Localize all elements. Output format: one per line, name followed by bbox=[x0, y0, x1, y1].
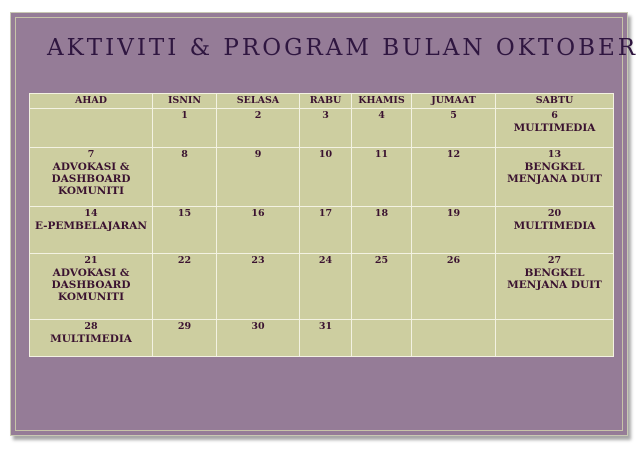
day-cell bbox=[496, 147, 614, 206]
day-cell bbox=[412, 254, 496, 320]
day-cell bbox=[352, 109, 412, 148]
day-cell bbox=[496, 254, 614, 320]
event-label: ADVOKASI & DASHBOARD KOMUNITI bbox=[51, 160, 131, 197]
day-number: 9 bbox=[254, 148, 262, 160]
event-label: BENGKEL MENJANA DUIT bbox=[507, 160, 602, 185]
day-number: 7 bbox=[87, 148, 95, 160]
day-cell bbox=[217, 206, 300, 254]
header-isnin: ISNIN bbox=[153, 94, 217, 109]
week-row bbox=[30, 320, 614, 357]
page-title: AKTIVITI & PROGRAM BULAN OKTOBER bbox=[47, 35, 639, 61]
day-cell bbox=[352, 254, 412, 320]
day-cell bbox=[30, 320, 153, 357]
day-number: 26 bbox=[446, 255, 461, 267]
event-label: MULTIMEDIA bbox=[513, 219, 596, 232]
event-label: BENGKEL MENJANA DUIT bbox=[507, 267, 602, 292]
day-cell bbox=[30, 254, 153, 320]
day-number: 5 bbox=[450, 110, 457, 121]
week-row bbox=[30, 206, 614, 254]
day-cell bbox=[30, 109, 153, 148]
header-khamis: KHAMIS bbox=[352, 94, 412, 109]
day-cell bbox=[217, 320, 300, 357]
day-number: 11 bbox=[374, 148, 389, 160]
header-ahad: AHAD bbox=[30, 94, 153, 109]
header-jumaat: JUMAAT bbox=[412, 94, 496, 109]
day-cell bbox=[300, 320, 352, 357]
day-cell bbox=[217, 254, 300, 320]
day-number: 27 bbox=[547, 255, 562, 267]
day-number: 12 bbox=[446, 148, 461, 160]
day-number: 8 bbox=[181, 148, 188, 160]
day-cell bbox=[412, 320, 496, 357]
day-number: 14 bbox=[84, 207, 98, 219]
week-row bbox=[30, 109, 614, 148]
day-cell bbox=[300, 109, 352, 148]
day-number: 2 bbox=[254, 110, 262, 121]
day-cell bbox=[496, 320, 614, 357]
event-label: MULTIMEDIA bbox=[513, 122, 596, 134]
event-label: MULTIMEDIA bbox=[50, 333, 132, 346]
calendar-sheet bbox=[10, 12, 639, 436]
day-cell bbox=[412, 206, 496, 254]
event-label: ADVOKASI & DASHBOARD KOMUNITI bbox=[51, 267, 131, 304]
header-row bbox=[30, 94, 614, 109]
day-cell bbox=[352, 147, 412, 206]
day-number: 20 bbox=[547, 207, 562, 219]
day-cell bbox=[153, 147, 217, 206]
day-number: 21 bbox=[84, 255, 98, 267]
day-cell bbox=[30, 206, 153, 254]
day-number: 1 bbox=[181, 110, 188, 121]
day-number: 30 bbox=[251, 321, 265, 333]
day-number: 4 bbox=[378, 110, 385, 121]
day-number: 13 bbox=[547, 148, 562, 160]
day-cell bbox=[412, 109, 496, 148]
header-sabtu: SABTU bbox=[496, 94, 614, 109]
day-cell bbox=[300, 206, 352, 254]
day-cell bbox=[30, 147, 153, 206]
day-cell bbox=[153, 206, 217, 254]
day-number: 15 bbox=[177, 207, 192, 219]
day-number: 29 bbox=[177, 321, 192, 333]
day-cell bbox=[153, 109, 217, 148]
day-number: 17 bbox=[318, 207, 333, 219]
event-label: E-PEMBELAJARAN bbox=[34, 219, 148, 232]
day-cell bbox=[153, 254, 217, 320]
day-number: 10 bbox=[318, 148, 333, 160]
week-row bbox=[30, 147, 614, 206]
day-number: 16 bbox=[251, 207, 265, 219]
day-number: 18 bbox=[374, 207, 389, 219]
day-number: 3 bbox=[322, 110, 329, 121]
day-number: 6 bbox=[551, 110, 558, 121]
day-cell bbox=[496, 206, 614, 254]
day-number: 25 bbox=[374, 255, 389, 267]
day-cell bbox=[496, 109, 614, 148]
day-cell bbox=[300, 254, 352, 320]
day-number: 24 bbox=[318, 255, 333, 267]
day-cell bbox=[217, 109, 300, 148]
day-number: 19 bbox=[446, 207, 461, 219]
day-number: 31 bbox=[318, 321, 333, 333]
header-rabu: RABU bbox=[300, 94, 352, 109]
day-cell bbox=[217, 147, 300, 206]
day-cell bbox=[412, 147, 496, 206]
calendar-table bbox=[29, 93, 614, 357]
week-row bbox=[30, 254, 614, 320]
day-cell bbox=[352, 320, 412, 357]
day-number: 23 bbox=[251, 255, 265, 267]
day-cell bbox=[153, 320, 217, 357]
day-number: 22 bbox=[177, 255, 192, 267]
day-cell bbox=[300, 147, 352, 206]
day-number: 28 bbox=[84, 321, 98, 333]
day-cell bbox=[352, 206, 412, 254]
header-selasa: SELASA bbox=[217, 94, 300, 109]
